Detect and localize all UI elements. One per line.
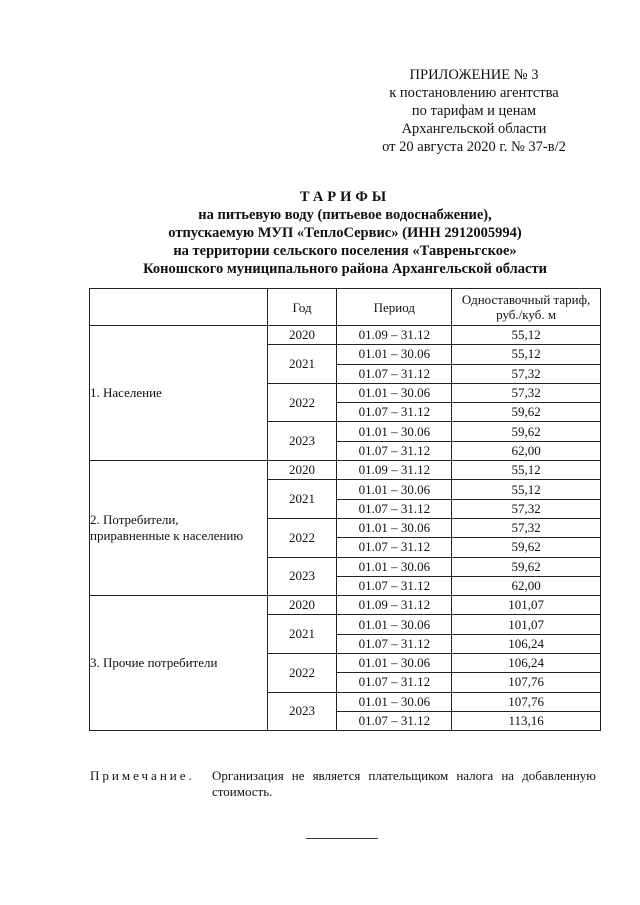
tariff-value-cell: 106,24 [452, 654, 601, 673]
document-subtitle: Коношского муниципального района Архангельской области [143, 261, 547, 277]
year-cell: 2021 [267, 615, 337, 654]
table-row [90, 596, 601, 615]
period-cell: 01.07 – 31.12 [337, 403, 452, 422]
tariff-value-cell: 62,00 [452, 576, 601, 595]
period-cell: 01.01 – 30.06 [337, 422, 452, 441]
period-cell: 01.07 – 31.12 [337, 673, 452, 692]
tariff-value-cell: 57,32 [452, 383, 601, 402]
tariff-value-cell: 59,62 [452, 403, 601, 422]
year-cell: 2021 [267, 480, 337, 519]
appendix-line: по тарифам и ценам [411, 103, 537, 119]
year-cell: 2020 [267, 326, 337, 345]
tariff-value-cell: 101,07 [452, 615, 601, 634]
period-cell: 01.01 – 30.06 [337, 557, 452, 576]
note-text: Организация не является плательщиком налога на добавленную стоимость. [212, 768, 596, 799]
tariff-table [89, 288, 601, 731]
period-cell: 01.07 – 31.12 [337, 364, 452, 383]
header-period: Период [337, 289, 452, 326]
table-row [90, 326, 601, 345]
tariff-value-cell: 59,62 [452, 538, 601, 557]
appendix-block [360, 66, 588, 156]
year-cell: 2020 [267, 461, 337, 480]
header-tariff-line1: Одноставочный тариф, [461, 292, 591, 307]
year-cell: 2022 [267, 383, 337, 422]
header-tariff-line2: руб./куб. м [496, 307, 557, 322]
table-header-row [90, 289, 601, 326]
period-cell: 01.07 – 31.12 [337, 538, 452, 557]
period-cell: 01.07 – 31.12 [337, 634, 452, 653]
tariff-value-cell: 55,12 [452, 326, 601, 345]
consumer-category-line2: приравненные к населению [90, 528, 244, 544]
header-category [90, 289, 268, 326]
tariff-value-cell: 55,12 [452, 480, 601, 499]
tariff-value-cell: 57,32 [452, 518, 601, 537]
year-cell: 2022 [267, 654, 337, 693]
document-subtitle: на питьевую воду (питьевое водоснабжение), [198, 207, 492, 223]
header-year: Год [267, 289, 337, 326]
header-tariff [452, 289, 601, 326]
period-cell: 01.09 – 31.12 [337, 326, 452, 345]
appendix-line: от 20 августа 2020 г. № 37-в/2 [382, 139, 566, 155]
tariff-value-cell: 101,07 [452, 596, 601, 615]
period-cell: 01.01 – 30.06 [337, 480, 452, 499]
tariff-value-cell: 57,32 [452, 499, 601, 518]
year-cell: 2020 [267, 596, 337, 615]
tariff-value-cell: 107,76 [452, 692, 601, 711]
tariff-value-cell: 106,24 [452, 634, 601, 653]
period-cell: 01.07 – 31.12 [337, 499, 452, 518]
document-title: ТАРИФЫ [299, 189, 391, 205]
table-row [90, 461, 601, 480]
period-cell: 01.01 – 30.06 [337, 518, 452, 537]
year-cell: 2023 [267, 422, 337, 461]
tariff-table-body [90, 326, 601, 731]
period-cell: 01.01 – 30.06 [337, 345, 452, 364]
tariff-value-cell: 57,32 [452, 364, 601, 383]
tariff-value-cell: 55,12 [452, 461, 601, 480]
consumer-category-line1: 1. Население [90, 385, 162, 401]
document-subtitle: отпускаемую МУП «ТеплоСервис» (ИНН 2912005994) [168, 225, 522, 241]
period-cell: 01.01 – 30.06 [337, 692, 452, 711]
period-cell: 01.09 – 31.12 [337, 461, 452, 480]
year-cell: 2023 [267, 692, 337, 731]
note-label: Примечание. [90, 768, 195, 783]
appendix-line: Архангельской области [401, 121, 547, 137]
period-cell: 01.07 – 31.12 [337, 441, 452, 460]
period-cell: 01.07 – 31.12 [337, 711, 452, 730]
period-cell: 01.01 – 30.06 [337, 383, 452, 402]
consumer-category-line1: 2. Потребители, [90, 512, 179, 528]
year-cell: 2023 [267, 557, 337, 596]
tariff-value-cell: 55,12 [452, 345, 601, 364]
year-cell: 2021 [267, 345, 337, 384]
period-cell: 01.01 – 30.06 [337, 615, 452, 634]
appendix-line: к постановлению агентства [389, 85, 559, 101]
document-subtitle: на территории сельского поселения «Тавреньгское» [173, 243, 517, 259]
tariff-value-cell: 59,62 [452, 422, 601, 441]
document-title-block [90, 188, 600, 278]
consumer-category [90, 461, 268, 596]
period-cell: 01.01 – 30.06 [337, 654, 452, 673]
consumer-category-line1: 3. Прочие потребители [90, 655, 218, 671]
appendix-title: ПРИЛОЖЕНИЕ № 3 [409, 67, 539, 83]
closing-divider [306, 838, 378, 839]
period-cell: 01.09 – 31.12 [337, 596, 452, 615]
year-cell: 2022 [267, 518, 337, 557]
tariff-value-cell: 107,76 [452, 673, 601, 692]
consumer-category [90, 596, 268, 731]
tariff-value-cell: 62,00 [452, 441, 601, 460]
tariff-value-cell: 113,16 [452, 711, 601, 730]
tariff-value-cell: 59,62 [452, 557, 601, 576]
period-cell: 01.07 – 31.12 [337, 576, 452, 595]
consumer-category [90, 326, 268, 461]
